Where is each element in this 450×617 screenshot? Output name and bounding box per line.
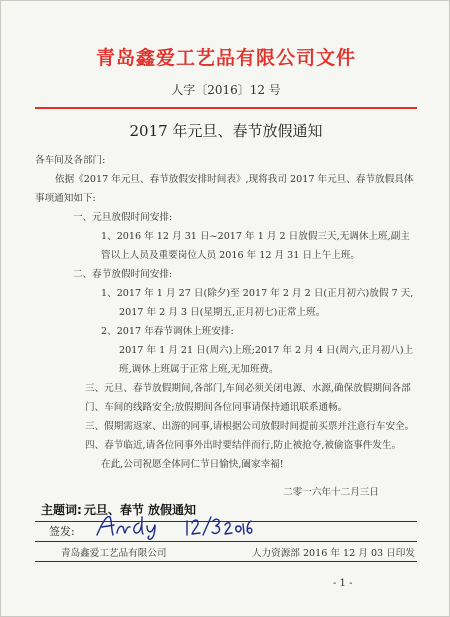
paragraph-security: 四、春节临近,请各位同事外出时要结伴而行,防止被抢夺,被偷盗事件发生。 [85, 440, 402, 451]
paragraph-travel: 三、假期需返家、出游的同事,请根据公司放假时间提前买票并注意行车安全。 [85, 421, 415, 432]
footer-rule [35, 541, 417, 542]
handwritten-signature [95, 511, 255, 545]
section-heading-new-year: 一、元旦放假时间安排: [73, 212, 173, 223]
intro-paragraph: 依据《2017 年元旦、春节放假安排时间表》,现将我司 2017 年元旦、春节放假具体事项通知如下: [35, 174, 414, 204]
subject-value: 元旦、春节 放假通知 [83, 503, 196, 517]
notice-body [35, 151, 415, 474]
company-header-title: 青岛鑫爱工艺品有限公司文件 [95, 47, 356, 69]
signature-drawing [95, 511, 255, 541]
section-item: 2017 年 2 月 3 日(星期五,正月初七)正常上班。 [119, 307, 326, 318]
footer-rule [35, 561, 417, 562]
section-item: 2、2017 年春节调休上班安排: [101, 326, 234, 337]
paragraph-wishes: 在此,公司祝愿全体同仁节日愉快,阖家幸福! [101, 459, 284, 470]
section-heading-spring-festival: 二、春节放假时间安排: [73, 269, 173, 280]
document-number: 人字〔2016〕12 号 [171, 83, 281, 97]
footer-issued: 人力资源部 2016 年 12 月 03 日印发 [251, 548, 415, 559]
paragraph-safety: 三、元旦、春节放假期间,各部门,车间必须关闭电源、水源,确保放假期间各部门、车间的线路安全;放假期间各位同事请保持通讯联系通畅。 [85, 383, 411, 413]
header-red-rule [35, 107, 417, 109]
notice-title: 2017 年元旦、春节放假通知 [129, 122, 323, 140]
sign-label: 签发: [49, 525, 75, 538]
document-date: 二零一六年十二月三日 [283, 487, 379, 498]
greeting: 各车间及各部门: [35, 155, 106, 166]
section-item: 2017 年 1 月 21 日(周六)上班;2017 年 2 月 4 日(周六,正月初八)上班,调休上班属于正常上班,无加班费。 [119, 345, 414, 375]
section-item: 1、2017 年 1 月 27 日(除夕)至 2017 年 2 月 2 日(正月初六)放假 7 天, [101, 288, 414, 299]
subject-label: 主题词: [41, 503, 82, 517]
section-item: 1、2016 年 12 月 31 日~2017 年 1 月 2 日放假三天,无调休上班,副主管以上人员及重要岗位人员 2016 年 12 月 31 日上午上班。 [101, 231, 410, 261]
footer-company: 青岛鑫爱工艺品有限公司 [61, 548, 167, 559]
page-number: - 1 - [333, 578, 353, 589]
